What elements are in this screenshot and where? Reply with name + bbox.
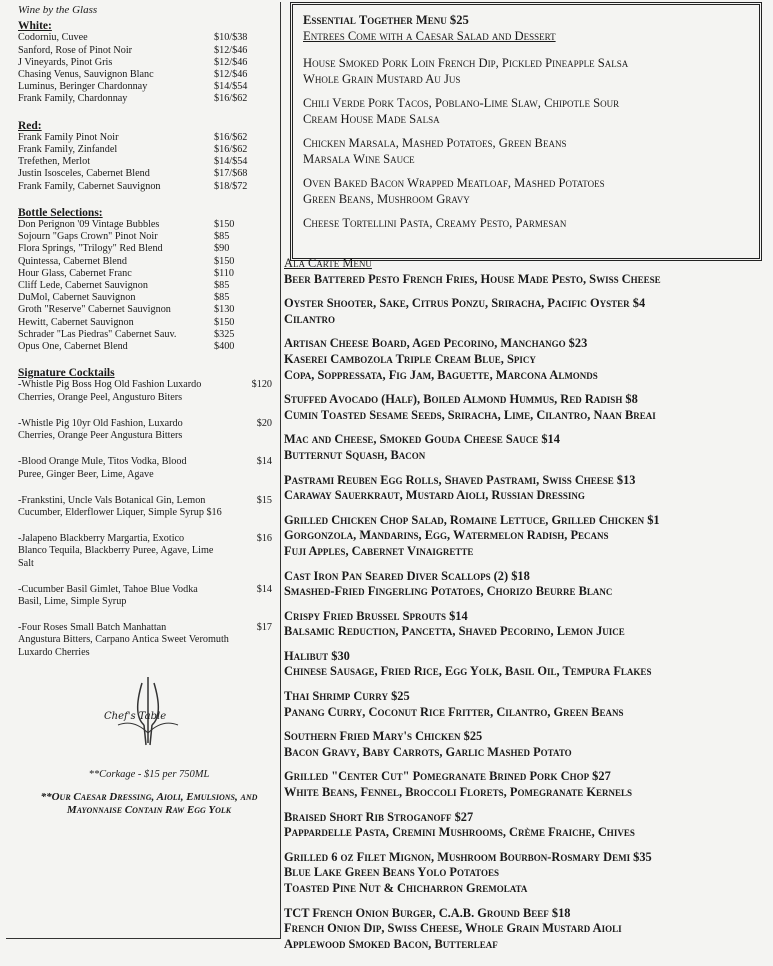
- item-price: $12/$46: [214, 44, 248, 56]
- cocktail-item: [18, 418, 280, 442]
- item-name: Groth "Reserve" Cabernet Sauvignon: [18, 304, 171, 316]
- menu-item-title: Grilled Chicken Chop Salad, Romaine Lettuce, Grilled Chicken $1: [284, 512, 660, 527]
- menu-item-detail: Blue Lake Green Beans Yolo Potatoes Toasted Pine Nut & Chicharron Gremolata: [284, 865, 528, 895]
- menu-item: [284, 513, 772, 560]
- cocktail-price: $16: [256, 533, 272, 545]
- essential-menu-box: [290, 2, 762, 261]
- item-name: Quintessa, Cabernet Blend: [18, 255, 127, 267]
- menu-item-detail: Cream House Made Salsa: [303, 111, 440, 126]
- red-header: Red:: [18, 119, 42, 132]
- item-price: $150: [214, 316, 235, 328]
- item-price: $130: [214, 304, 235, 316]
- ala-carte-title: Ala Carte Menu: [284, 256, 372, 270]
- menu-item: [284, 336, 772, 383]
- list-item: [18, 317, 280, 329]
- cocktail-name: -Blood Orange Mule, Titos Vodka, Blood: [18, 456, 187, 468]
- logo-text: Chef's Table: [104, 710, 167, 722]
- item-name: Cliff Lede, Cabernet Sauvignon: [18, 280, 148, 292]
- cocktail-first-line: [18, 379, 272, 391]
- ala-carte-items: [284, 272, 772, 953]
- menu-item-detail: Cumin Toasted Sesame Seeds, Sriracha, Lime, Cilantro, Naan Breai: [284, 407, 656, 422]
- item-price: $14/$54: [214, 81, 248, 93]
- menu-item-detail: French Onion Dip, Swiss Cheese, Whole Grain Mustard Aioli Applewood Smoked Bacon, Butterleaf: [284, 921, 622, 951]
- item-price: $14/$54: [214, 156, 248, 168]
- item-name: Frank Family, Zinfandel: [18, 144, 118, 156]
- list-item: [18, 341, 280, 353]
- item-name: Frank Family, Chardonnay: [18, 93, 128, 105]
- menu-item-detail: White Beans, Fennel, Broccoli Florets, Pomegranate Kernels: [284, 785, 633, 800]
- cocktail-price: $20: [256, 417, 272, 429]
- cocktail-detail: Cucumber, Elderflower Liquer, Simple Syrup $16: [18, 506, 222, 518]
- list-item: [18, 81, 280, 93]
- menu-item-detail: Green Beans, Mushroom Gravy: [303, 191, 470, 206]
- essential-menu-items: [303, 56, 759, 232]
- menu-item-title: Cheese Tortellini Pasta, Creamy Pesto, Parmesan: [303, 216, 567, 230]
- menu-item-title: Braised Short Rib Stroganoff $27: [284, 809, 474, 824]
- menu-item: [303, 176, 759, 207]
- menu-item-detail: Smashed-Fried Fingerling Potatoes, Chorizo Beurre Blanc: [284, 584, 613, 599]
- item-price: $85: [214, 231, 230, 243]
- cocktail-first-line: [18, 584, 272, 596]
- list-item: [18, 93, 280, 105]
- menu-item-title: Oyster Shooter, Sake, Citrus Ponzu, Sriracha, Pacific Oyster $4: [284, 296, 646, 311]
- menu-item-title: Crispy Fried Brussel Sprouts $14: [284, 608, 468, 623]
- list-item: [18, 181, 280, 193]
- menu-item-detail: Butternut Squash, Bacon: [284, 447, 426, 462]
- cocktail-item: [18, 456, 280, 480]
- red-wine-list: [18, 132, 280, 193]
- menu-item-title: House Smoked Pork Loin French Dip, Pickled Pineapple Salsa: [303, 56, 629, 70]
- cocktail-item: [18, 379, 280, 403]
- menu-item: [284, 689, 772, 720]
- wine-by-glass-title: Wine by the Glass: [18, 4, 98, 16]
- list-item: [18, 304, 280, 316]
- item-name: Justin Isosceles, Cabernet Blend: [18, 168, 150, 180]
- menu-item-detail: Gorgonzola, Mandarins, Egg, Watermelon Radish, Pecans Fuji Apples, Cabernet Vinaigrette: [284, 528, 609, 558]
- menu-item-title: Southern Fried Mary's Chicken $25: [284, 729, 483, 744]
- menu-item-title: Cast Iron Pan Seared Diver Scallops (2) $18: [284, 568, 530, 583]
- cocktail-name: -Jalapeno Blackberry Margartia, Exotico: [18, 533, 185, 545]
- cocktail-price: $120: [251, 379, 272, 391]
- cocktail-item: [18, 495, 280, 519]
- list-item: [18, 292, 280, 304]
- list-item: [18, 45, 280, 57]
- item-name: Trefethen, Merlot: [18, 156, 91, 168]
- item-name: Frank Family, Cabernet Sauvignon: [18, 180, 161, 192]
- menu-item: [284, 432, 772, 463]
- menu-item-detail: Balsamic Reduction, Pancetta, Shaved Pecorino, Lemon Juice: [284, 624, 625, 639]
- menu-item-title: Grilled "Center Cut" Pomegranate Brined Pork Chop $27: [284, 769, 611, 784]
- cocktail-detail: Angustura Bitters, Carpano Antica Sweet Veromuth Luxardo Cherries: [18, 634, 229, 658]
- menu-item: [303, 96, 759, 127]
- menu-item-title: Stuffed Avocado (Half), Boiled Almond Hummus, Red Radish $8: [284, 392, 638, 407]
- menu-item: [284, 729, 772, 760]
- menu-item: [284, 296, 772, 327]
- item-price: $12/$46: [214, 69, 248, 81]
- corkage-note: **Corkage - $15 per 750ML: [88, 768, 210, 780]
- cocktail-detail: Cherries, Orange Peel, Angusturo Biters: [18, 391, 183, 403]
- item-name: Opus One, Cabernet Blend: [18, 341, 128, 353]
- white-wine-list: [18, 32, 280, 105]
- item-price: $16/$62: [214, 144, 248, 156]
- drinks-panel: [6, 2, 281, 939]
- cocktail-first-line: [18, 418, 272, 430]
- item-price: $16/$62: [214, 93, 248, 105]
- item-price: $85: [214, 292, 230, 304]
- white-header: White:: [18, 20, 52, 33]
- menu-item-detail: Chinese Sausage, Fried Rice, Egg Yolk, Basil Oil, Tempura Flakes: [284, 664, 652, 679]
- item-price: $12/$46: [214, 56, 248, 68]
- cocktail-name: -Whistle Pig 10yr Old Fashion, Luxardo: [18, 417, 183, 429]
- item-name: Schrader "Las Piedras" Cabernet Sauv.: [18, 328, 177, 340]
- item-price: $110: [214, 267, 234, 279]
- menu-item-detail: Whole Grain Mustard Au Jus: [303, 71, 461, 86]
- cocktail-name: -Four Roses Small Batch Manhattan: [18, 622, 167, 634]
- cocktail-first-line: [18, 456, 272, 468]
- menu-item: [284, 810, 772, 841]
- item-price: $10/$38: [214, 32, 248, 44]
- list-item: [18, 168, 280, 180]
- menu-item: [303, 216, 759, 232]
- menu-item-detail: Bacon Gravy, Baby Carrots, Garlic Mashed Potato: [284, 744, 572, 759]
- menu-item-detail: Cilantro: [284, 311, 335, 326]
- item-price: $150: [214, 219, 235, 231]
- list-item: [18, 144, 280, 156]
- menu-item-title: TCT French Onion Burger, C.A.B. Ground Beef $18: [284, 905, 571, 920]
- list-item: [18, 256, 280, 268]
- list-item: [18, 57, 280, 69]
- menu-item-title: Chicken Marsala, Mashed Potatoes, Green Beans: [303, 136, 567, 150]
- menu-item: [284, 473, 772, 504]
- item-name: Luminus, Beringer Chardonnay: [18, 81, 148, 93]
- item-price: $90: [214, 243, 230, 255]
- item-price: $85: [214, 280, 230, 292]
- chefs-table-logo: [18, 673, 280, 753]
- menu-item: [284, 392, 772, 423]
- cocktail-detail: Blanco Tequila, Blackberry Puree, Agave, Lime Salt: [18, 545, 214, 569]
- cocktail-first-line: [18, 622, 272, 634]
- menu-item-detail: Caraway Sauerkraut, Mustard Aioli, Russian Dressing: [284, 488, 585, 503]
- menu-item: [284, 769, 772, 800]
- cocktail-list: [18, 379, 280, 658]
- menu-item-title: Beer Battered Pesto French Fries, House Made Pesto, Swiss Cheese: [284, 271, 661, 286]
- list-item: [18, 132, 280, 144]
- menu-item-title: Mac and Cheese, Smoked Gouda Cheese Sauce $14: [284, 432, 560, 447]
- item-name: Codorniu, Cuvee: [18, 32, 88, 44]
- item-price: $325: [214, 328, 235, 340]
- cocktail-item: [18, 584, 280, 608]
- list-item: [18, 243, 280, 255]
- item-price: $16/$62: [214, 131, 248, 143]
- cocktail-price: $15: [256, 494, 272, 506]
- item-price: $17/$68: [214, 168, 248, 180]
- cocktail-first-line: [18, 495, 272, 507]
- item-name: DuMol, Cabernet Sauvignon: [18, 292, 136, 304]
- cocktail-price: $14: [256, 456, 272, 468]
- ala-carte-menu: [284, 256, 772, 961]
- menu-item: [284, 906, 772, 953]
- list-item: [18, 231, 280, 243]
- item-price: $150: [214, 255, 235, 267]
- menu-item: [303, 56, 759, 87]
- cocktail-item: [18, 622, 280, 659]
- menu-item-detail: Marsala Wine Sauce: [303, 151, 415, 166]
- menu-item-title: Pastrami Reuben Egg Rolls, Shaved Pastrami, Swiss Cheese $13: [284, 472, 636, 487]
- menu-item-title: Oven Baked Bacon Wrapped Meatloaf, Mashed Potatoes: [303, 176, 605, 190]
- menu-item-title: Chili Verde Pork Tacos, Poblano-Lime Slaw, Chipotle Sour: [303, 96, 620, 110]
- cocktail-name: -Whistle Pig Boss Hog Old Fashion Luxardo: [18, 379, 202, 391]
- menu-item: [284, 569, 772, 600]
- menu-item: [284, 272, 772, 288]
- cocktail-item: [18, 533, 280, 570]
- item-price: $18/$72: [214, 180, 248, 192]
- item-name: Flora Springs, "Trilogy" Red Blend: [18, 243, 163, 255]
- cocktail-price: $14: [256, 583, 272, 595]
- list-item: [18, 69, 280, 81]
- caesar-note: **Our Caesar Dressing, Aioli, Emulsions, and Mayonnaise Contain Raw Egg Yolk: [40, 790, 258, 816]
- item-price: $400: [214, 341, 235, 353]
- item-name: Frank Family Pinot Noir: [18, 131, 119, 143]
- menu-item-detail: Panang Curry, Coconut Rice Fritter, Cilantro, Green Beans: [284, 704, 624, 719]
- menu-item: [284, 850, 772, 897]
- essential-menu-title: Essential Together Menu $25: [303, 13, 469, 27]
- menu-item-title: Thai Shrimp Curry $25: [284, 689, 410, 704]
- cocktail-detail: Puree, Ginger Beer, Lime, Agave: [18, 468, 154, 480]
- cocktail-name: -Cucumber Basil Gimlet, Tahoe Blue Vodka: [18, 583, 198, 595]
- menu-item-title: Halibut $30: [284, 648, 350, 663]
- item-name: Chasing Venus, Sauvignon Blanc: [18, 69, 154, 81]
- menu-item-title: Artisan Cheese Board, Aged Pecorino, Manchango $23: [284, 336, 588, 351]
- menu-item-detail: Kaserei Cambozola Triple Cream Blue, Spicy Copa, Soppressata, Fig Jam, Baguette, Marcona Almonds: [284, 351, 598, 382]
- item-name: Hewitt, Cabernet Sauvignon: [18, 316, 134, 328]
- menu-item: [284, 649, 772, 680]
- cocktail-first-line: [18, 533, 272, 545]
- cocktail-price: $17: [256, 622, 272, 634]
- list-item: [18, 329, 280, 341]
- bottle-header: Bottle Selections:: [18, 206, 103, 219]
- item-name: J Vineyards, Pinot Gris: [18, 56, 113, 68]
- list-item: [18, 268, 280, 280]
- list-item: [18, 280, 280, 292]
- item-name: Sojourn "Gaps Crown" Pinot Noir: [18, 231, 158, 243]
- menu-item: [284, 609, 772, 640]
- menu-item: [303, 136, 759, 167]
- list-item: [18, 32, 280, 44]
- list-item: [18, 156, 280, 168]
- cocktail-name: -Frankstini, Uncle Vals Botanical Gin, Lemon: [18, 494, 206, 506]
- list-item: [18, 219, 280, 231]
- menu-item-title: Grilled 6 oz Filet Mignon, Mushroom Bourbon-Rosmary Demi $35: [284, 849, 652, 864]
- cocktail-detail: Cherries, Orange Peer Angustura Bitters: [18, 430, 183, 442]
- menu-item-detail: Pappardelle Pasta, Cremini Mushrooms, Crème Fraiche, Chives: [284, 825, 635, 840]
- cocktail-detail: Basil, Lime, Simple Syrup: [18, 595, 127, 607]
- item-name: Sanford, Rose of Pinot Noir: [18, 44, 133, 56]
- item-name: Don Perignon '09 Vintage Bubbles: [18, 219, 160, 231]
- bottle-list: [18, 219, 280, 353]
- item-name: Hour Glass, Cabernet Franc: [18, 267, 132, 279]
- essential-menu-subtitle: Entrees Come with a Caesar Salad and Dessert: [303, 28, 556, 43]
- cocktail-header: Signature Cocktails: [18, 367, 115, 380]
